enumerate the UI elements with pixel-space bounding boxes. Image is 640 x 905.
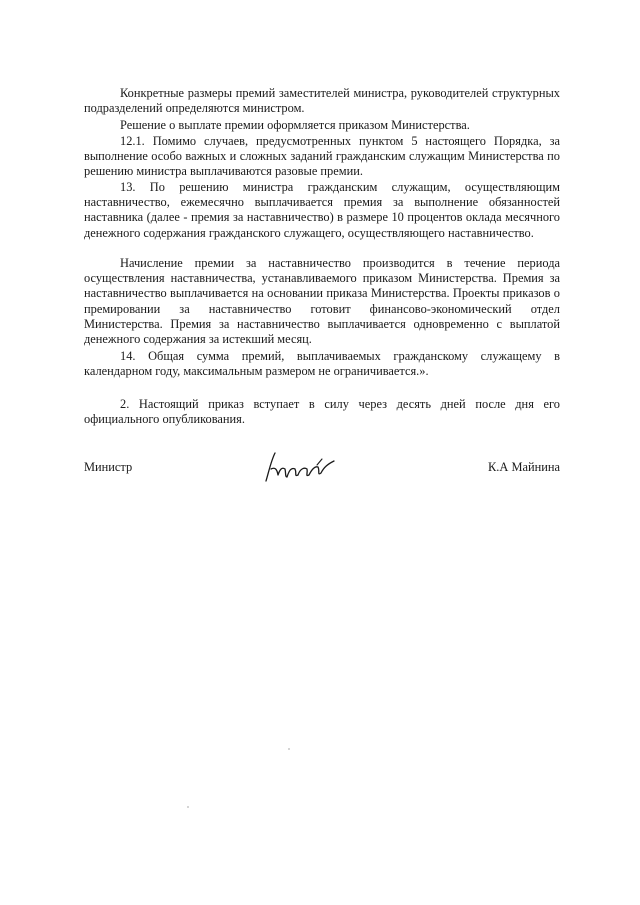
scan-speck: [288, 748, 290, 750]
paragraph-12-1: [84, 134, 560, 180]
paragraph-text: 13. По решению министра гражданским служащим, осуществляющим наставничество, ежемесячно выплачивается премия за выполнение обязанностей наставника (далее - премия за наставничество) в размере 10 процентов оклада месячного денежного содержания гражданского служащего, осуществляющего наставничество.: [84, 180, 560, 240]
paragraph-text: Начисление премии за наставничество производится в течение периода осуществления наставничества, устанавливаемого приказом Министерства. Премия за наставничество выплачивается на основании приказа Министерства. Проекты приказов о премировании за наставничество готовит финансово-экономический отдел Министерства. Премия за наставничество выплачивается одновременно с выплатой денежного содержания за истекший месяц.: [84, 256, 560, 347]
paragraph-bonus-decision: [84, 118, 560, 133]
paragraph-text: Решение о выплате премии оформляется приказом Министерства.: [120, 118, 470, 132]
signature-block: [84, 455, 560, 495]
handwritten-signature: [260, 447, 340, 487]
scan-speck: [187, 806, 189, 808]
signatory-name: К.А Майнина: [488, 460, 560, 474]
paragraph-mentoring-accrual: [84, 256, 560, 347]
paragraph-14: [84, 349, 560, 379]
signatory-title: Министр: [84, 460, 133, 474]
paragraph-text: 2. Настоящий приказ вступает в силу через десять дней после дня его официального опубликования.: [84, 397, 560, 427]
paragraph-bonus-sizes: [84, 86, 560, 116]
paragraph-13: [84, 180, 560, 241]
paragraph-text: Конкретные размеры премий заместителей министра, руководителей структурных подразделений определяются министром.: [84, 86, 560, 116]
paragraph-text: 12.1. Помимо случаев, предусмотренных пунктом 5 настоящего Порядка, за выполнение особо важных и сложных заданий гражданским служащим Министерства по решению министра выплачиваются разовые премии.: [84, 134, 560, 179]
paragraph-effective-date: [84, 397, 560, 427]
paragraph-text: 14. Общая сумма премий, выплачиваемых гражданскому служащему в календарном году, максимальным размером не ограничивается.».: [84, 349, 560, 379]
